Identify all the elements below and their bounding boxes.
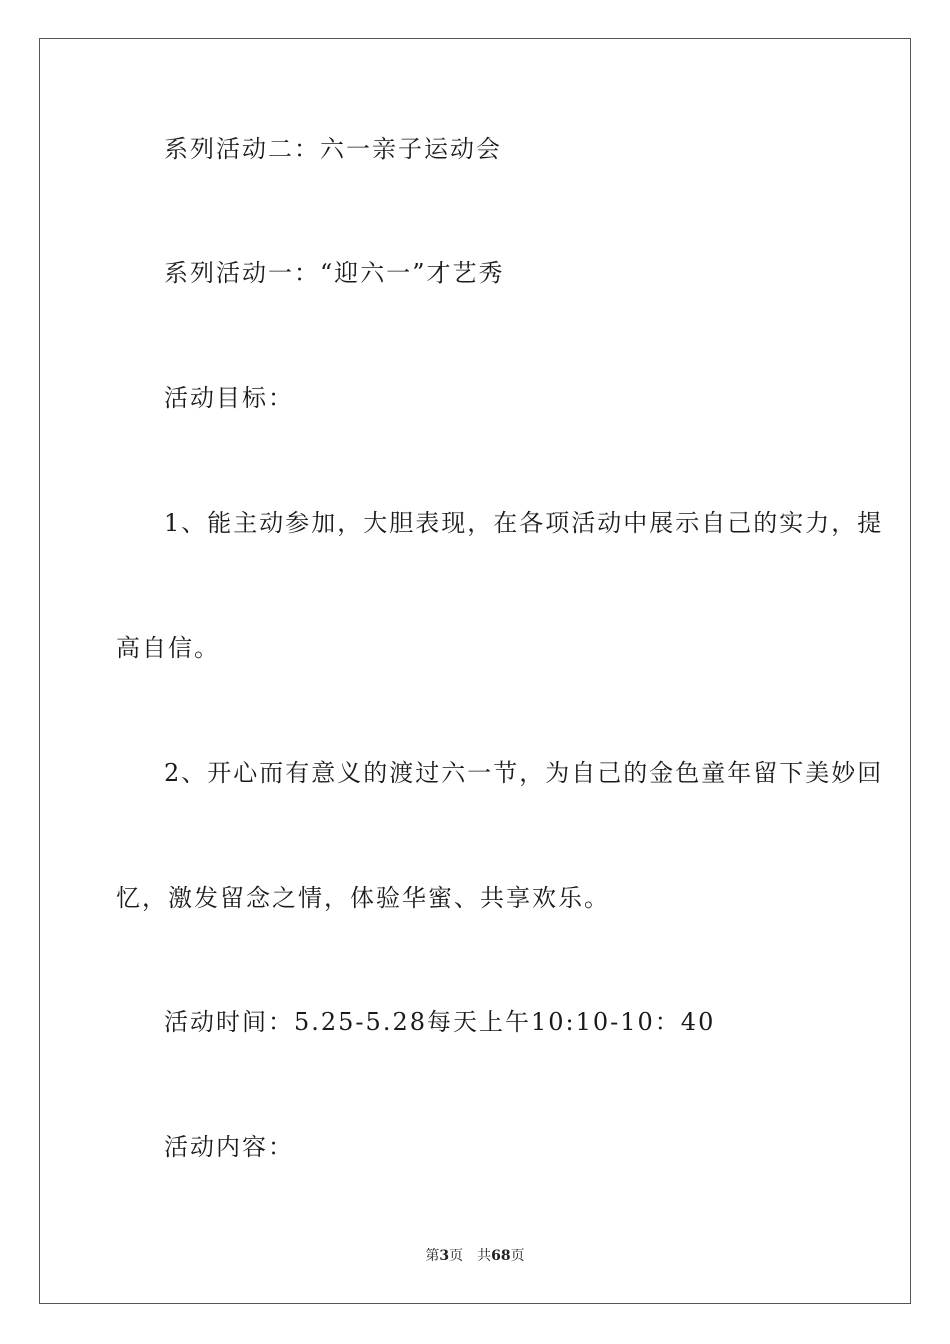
series-activity-two: 系列活动二：六一亲子运动会 bbox=[164, 135, 502, 163]
activity-time: 活动时间：5.25-5.28每天上午10:10-10：40 bbox=[164, 1008, 716, 1036]
total-prefix: 共 bbox=[477, 1248, 492, 1264]
total-suffix: 页 bbox=[510, 1248, 525, 1264]
page-footer bbox=[0, 1247, 950, 1265]
page-border bbox=[39, 38, 911, 1304]
page-suffix: 页 bbox=[449, 1248, 464, 1264]
activity-goals-heading: 活动目标： bbox=[164, 384, 294, 412]
total-pages: 68 bbox=[491, 1248, 511, 1264]
page-number: 3 bbox=[439, 1248, 450, 1264]
series-activity-one: 系列活动一：“迎六一”才艺秀 bbox=[164, 259, 505, 287]
goal-two-line-one: 2、开心而有意义的渡过六一节，为自己的金色童年留下美妙回 bbox=[164, 759, 884, 787]
goal-two-line-two: 忆，激发留念之情，体验华蜜、共享欢乐。 bbox=[116, 884, 610, 912]
page-prefix: 第 bbox=[425, 1248, 440, 1264]
goal-one-line-two: 高自信。 bbox=[116, 634, 220, 662]
activity-content-heading: 活动内容： bbox=[164, 1133, 294, 1161]
goal-one-line-one: 1、能主动参加，大胆表现，在各项活动中展示自己的实力，提 bbox=[164, 509, 884, 537]
